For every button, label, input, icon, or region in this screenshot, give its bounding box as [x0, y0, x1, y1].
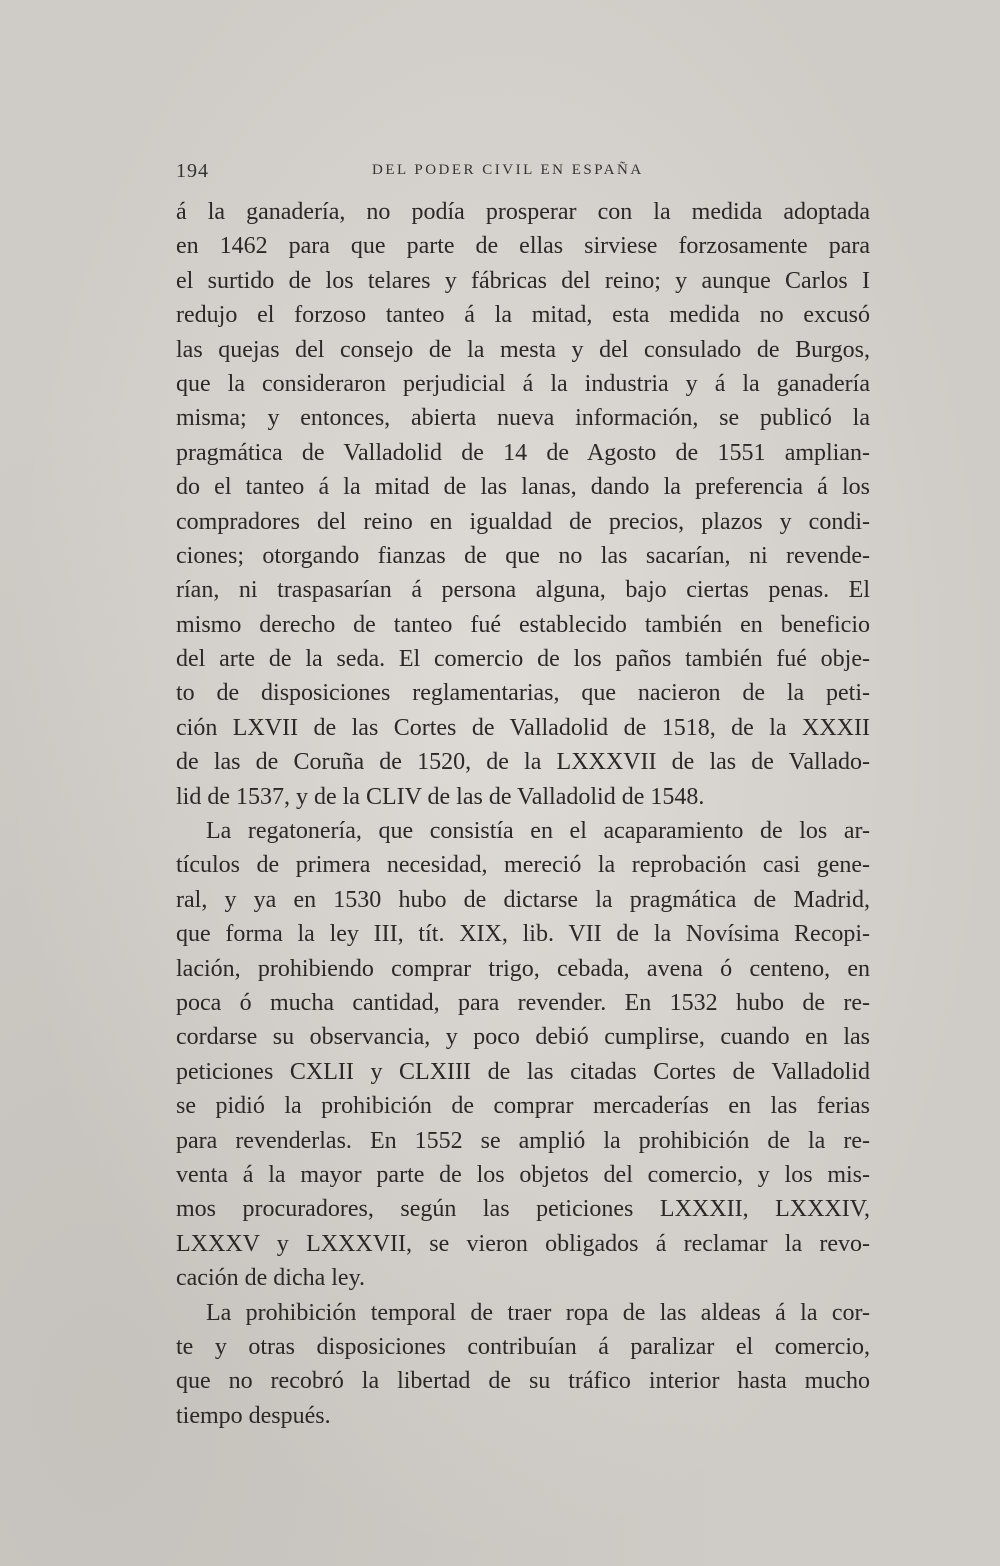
paragraph-2 [176, 814, 870, 1295]
paragraph-3 [176, 1296, 870, 1434]
text-line: cación de dicha ley. [176, 1265, 366, 1292]
text-line: La regatonería, que consistía en el acaparamiento de los ar- [206, 818, 870, 845]
text-line: cordarse su observancia, y poco debió cumplirse, cuando en las [176, 1024, 870, 1051]
text-line: ciones; otorgando fianzas de que no las sacarían, ni revende- [176, 542, 870, 569]
text-line: rían, ni traspasarían á persona alguna, bajo ciertas penas. El [176, 577, 870, 604]
text-line: á la ganadería, no podía prosperar con la medida adoptada [176, 199, 870, 225]
text-line: las quejas del consejo de la mesta y del consulado de Burgos, [176, 336, 870, 363]
text-line: se pidió la prohibición de comprar mercaderías en las ferias [176, 1093, 870, 1120]
text-line: tiempo después. [176, 1402, 331, 1429]
text-line: que no recobró la libertad de su tráfico interior hasta mucho [176, 1368, 870, 1395]
text-line: para revenderlas. En 1552 se amplió la prohibición de la re- [176, 1127, 870, 1154]
text-line: compradores del reino en igualdad de precios, plazos y condi- [176, 508, 870, 535]
text-line: mismo derecho de tanteo fué establecido también en beneficio [176, 611, 870, 638]
text-line: mos procuradores, según las peticiones LXXXII, LXXXIV, [176, 1196, 870, 1223]
text-line: lid de 1537, y de la CLIV de las de Valladolid de 1548. [176, 783, 705, 810]
text-line: del arte de la seda. El comercio de los paños también fué obje- [176, 646, 870, 673]
text-line: tículos de primera necesidad, mereció la reprobación casi gene- [176, 852, 870, 879]
text-line: que la consideraron perjudicial á la industria y á la ganadería [176, 370, 870, 397]
text-line: LXXXV y LXXXVII, se vieron obligados á reclamar la revo- [176, 1230, 870, 1257]
text-line: te y otras disposiciones contribuían á paralizar el comercio, [176, 1333, 870, 1360]
text-line: poca ó mucha cantidad, para revender. En 1532 hubo de re- [176, 989, 870, 1016]
text-line: ral, y ya en 1530 hubo de dictarse la pragmática de Madrid, [176, 886, 870, 913]
body-text [176, 195, 870, 1433]
text-line: que forma la ley III, tít. XIX, lib. VII de la Novísima Recopi- [176, 921, 870, 948]
text-line: peticiones CXLII y CLXIII de las citadas Cortes de Valladolid [176, 1058, 870, 1085]
text-line: lación, prohibiendo comprar trigo, cebada, avena ó centeno, en [176, 955, 870, 982]
text-line: de las de Coruña de 1520, de la LXXXVII de las de Vallado- [176, 749, 870, 776]
text-line: venta á la mayor parte de los objetos del comercio, y los mis- [176, 1161, 870, 1188]
page-number: 194 [176, 160, 209, 182]
text-line: en 1462 para que parte de ellas sirviese forzosamente para [176, 233, 870, 260]
text-line: La prohibición temporal de traer ropa de las aldeas á la cor- [206, 1299, 870, 1326]
running-head [176, 160, 870, 186]
text-line: pragmática de Valladolid de 14 de Agosto de 1551 amplian- [176, 439, 870, 466]
paragraph-1 [176, 195, 870, 814]
text-line: ción LXVII de las Cortes de Valladolid de 1518, de la XXXII [176, 714, 870, 741]
running-title: DEL PODER CIVIL EN ESPAÑA [372, 162, 644, 178]
text-line: misma; y entonces, abierta nueva información, se publicó la [176, 405, 870, 432]
text-line: redujo el forzoso tanteo á la mitad, esta medida no excusó [176, 302, 870, 329]
text-line: do el tanteo á la mitad de las lanas, dando la preferencia á los [176, 474, 870, 501]
text-line: el surtido de los telares y fábricas del reino; y aunque Carlos I [176, 267, 870, 294]
text-line: to de disposiciones reglamentarias, que nacieron de la peti- [176, 680, 870, 707]
